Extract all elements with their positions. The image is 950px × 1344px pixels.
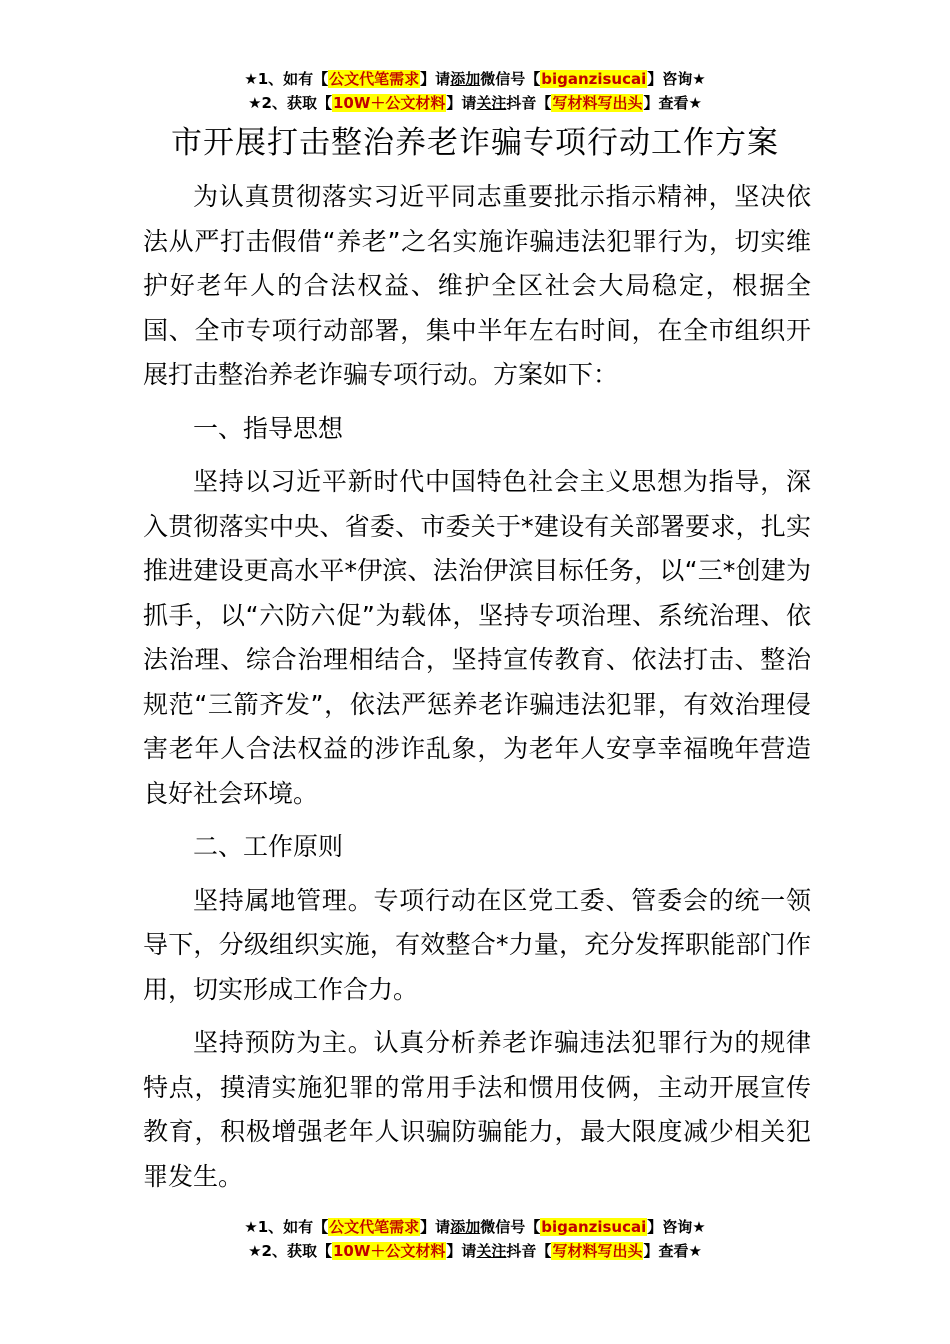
banner-text: 抖音【 (506, 1242, 552, 1260)
banner-underline: 关注 (476, 1242, 507, 1260)
banner-line-2 (0, 1239, 950, 1263)
paragraph-principle-local-management: 坚持属地管理。专项行动在区党工委、管委会的统一领导下，分级组织实施，有效整合*力量，充分发挥职能部门作用，切实形成工作合力。 (143, 885, 811, 1004)
banner-text: 】查看★ (643, 1242, 702, 1260)
section-heading-work-principles: 二、工作原则 (193, 832, 344, 861)
banner-text: 】请 (420, 1218, 451, 1236)
banner-text: 】请 (446, 1242, 477, 1260)
banner-highlight: 10W＋公文材料 (332, 1242, 446, 1260)
document-title: 市开展打击整治养老诈骗专项行动工作方案 (171, 125, 779, 161)
banner-text: ★2、获取【 (248, 1242, 332, 1260)
banner-text: 微信号【 (480, 1218, 541, 1236)
paragraph-intro: 为认真贯彻落实习近平同志重要批示指示精神，坚决依法从严打击假借“养老”之名实施诈骗违法犯罪行为，切实维护好老年人的合法权益、维护全区社会大局稳定，根据全国、全市专项行动部署，集中半年左右时间，在全市组织开展打击整治养老诈骗专项行动。方案如下： (143, 182, 811, 389)
banner-text: ★1、如有【 (244, 1218, 329, 1236)
banner-underline: 添加 (450, 1218, 481, 1236)
banner-underline: 关注 (476, 94, 507, 112)
paragraph-principle-prevention: 坚持预防为主。认真分析养老诈骗违法犯罪行为的规律特点，摸清实施犯罪的常用手法和惯用伎俩，主动开展宣传教育，积极增强老年人识骗防骗能力，最大限度减少相关犯罪发生。 (143, 1028, 811, 1191)
banner-highlight: 写材料写出头 (552, 1242, 643, 1260)
paragraph-guiding-ideology: 坚持以习近平新时代中国特色社会主义思想为指导，深入贯彻落实中央、省委、市委关于*建设有关部署要求，扎实推进建设更高水平*伊滨、法治伊滨目标任务，以“三*创建为抓手，以“六防六促”为载体，坚持专项治理、系统治理、依法治理、综合治理相结合，坚持宣传教育、依法打击、整治规范“三箭齐发”，依法严惩养老诈骗违法犯罪，有效治理侵害老年人合法权益的涉诈乱象，为老年人安享幸福晚年营造良好社会环境。 (143, 467, 811, 808)
banner-highlight: 写材料写出头 (552, 94, 643, 112)
banner-text: 】咨询★ (647, 1218, 706, 1236)
banner-highlight: biganzisucai (541, 70, 647, 88)
banner-text: 】咨询★ (647, 70, 706, 88)
banner-text: 】请 (420, 70, 451, 88)
banner-underline: 添加 (450, 70, 481, 88)
banner-text: ★2、获取【 (248, 94, 332, 112)
banner-text: 微信号【 (480, 70, 541, 88)
document-body (143, 175, 811, 1208)
banner-highlight: 公文代笔需求 (329, 70, 420, 88)
banner-line-1 (0, 1215, 950, 1239)
banner-highlight: biganzisucai (541, 1218, 647, 1236)
footer-banner (0, 1215, 950, 1263)
banner-highlight: 公文代笔需求 (329, 1218, 420, 1236)
banner-line-2 (0, 91, 950, 115)
header-banner (0, 67, 950, 115)
section-heading-guiding-ideology: 一、指导思想 (193, 413, 344, 443)
banner-text: 】查看★ (643, 94, 702, 112)
banner-text: ★1、如有【 (244, 70, 329, 88)
banner-text: 】请 (446, 94, 477, 112)
banner-highlight: 10W＋公文材料 (332, 94, 446, 112)
banner-line-1 (0, 67, 950, 91)
banner-text: 抖音【 (506, 94, 552, 112)
